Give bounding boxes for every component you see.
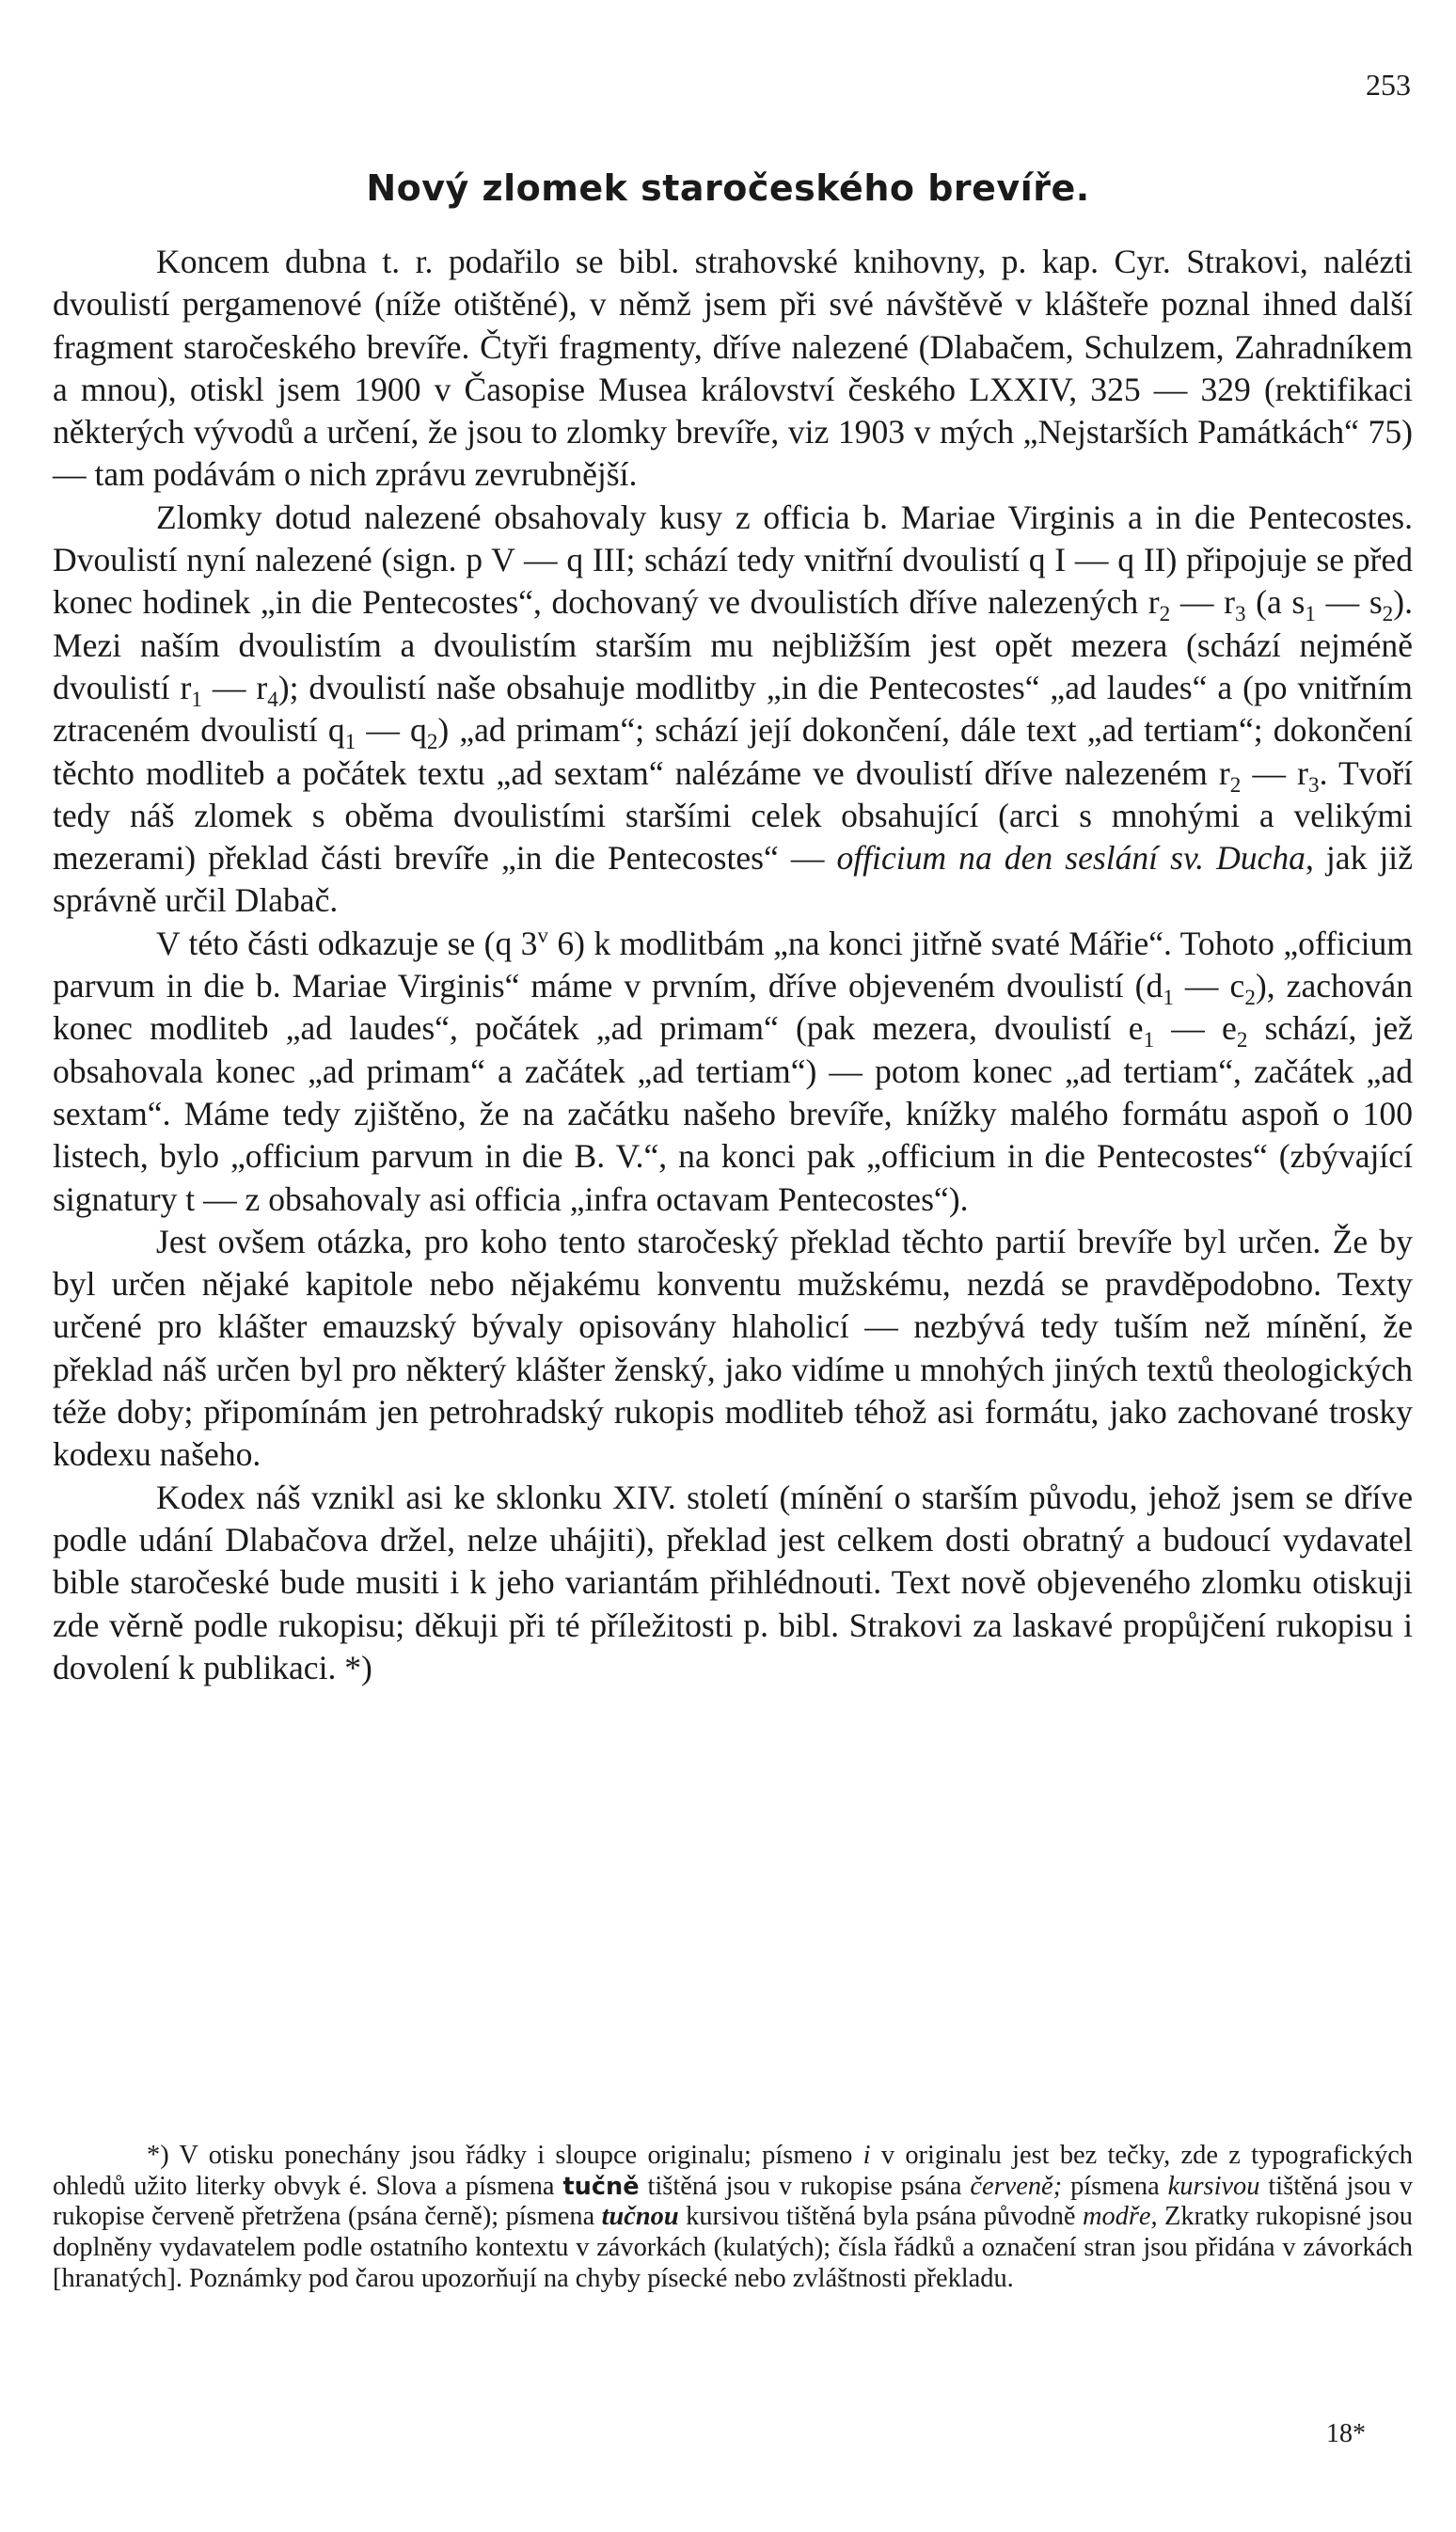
paragraph-5: Kodex náš vznikl asi ke sklonku XIV. století (mínění o starším původu, jehož jsem se dříve podle udání Dlabačova držel, nelze uhájiti), překlad jest celkem dosti obratný a budoucí vydavatel bible staročeské bude musiti i k jeho variantám přihlédnouti. Text nově objeveného zlomku otiskuji zde věrně podle rukopisu; děkuji při té příležitosti p. bibl. Strakovi za laskavé propůjčení rukopisu i dovolení k publikaci. *) (53, 1478, 1413, 1686)
page-title: Nový zlomek staročeského brevíře. (366, 167, 1090, 209)
italic-phrase: officium na den seslání sv. Ducha (836, 839, 1306, 878)
paragraph-1: Koncem dubna t. r. podařilo se bibl. strahovské knihovny, p. kap. Cyr. Strakovi, nalézti dvoulistí pergamenové (níže otištěné), v němž jsem při své návštěvě v klášteře poznal ihned další fragment staročeského brevíře. Čtyři fragmenty, dříve nalezené (Dlabačem, Schulzem, Zahradníkem a mnou), otiskl jsem 1900 v Časopise Musea království českého LXXIV, 325 — 329 (rektifikaci některých vývodů a určení, že jsou to zlomky brevíře, viz 1903 v mých „Nejstarších Památkách“ 75) — tam podávám o nich zprávu zevrubnější. (53, 243, 1413, 494)
paragraph-2: Zlomky dotud nalezené obsahovaly kusy z officia b. Mariae Virginis a in die Pentecostes. Dvoulistí nyní nalezené (sign. p V — q III; schází tedy vnitřní dvoulistí q I — q II) připojuje se před konec hodinek „in die Pentecostes“, dochovaný ve dvoulistích dříve nalezených $r_2$ — $r_3$ (a $s_1$ — $s_2$). Mezi naším dvoulistím a dvoulistím starším mu nejbližším jest opět mezera (schází nejméně dvoulistí $r_1$ — $r_4$); dvoulistí naše obsahuje modlitby „in die Pentecostes“ „ad laudes“ a (po vnitřním ztraceném dvoulistí $q_1$ — $q_2$) „ad primam“; schází její dokončení, dále text „ad tertiam“; dokončení těchto modliteb a počátek textu „ad sextam“ nalézáme ve dvoulistí dříve nalezeném $r_2$ — $r_3$. Tvoří tedy náš zlomek s oběma dvoulistími staršími celek obsahující (arci s mnohými a velikými mezerami) překlad části brevíře „in die Pentecostes“ — officium na den seslání sv. Ducha, jak již správně určil Dlabač. (53, 498, 1413, 920)
signature-mark: 18* (1326, 2419, 1366, 2448)
paragraph-3: V této části odkazuje se (q 3$^v$ 6) k modlitbám „na konci jitřně svaté Mářie“. Tohoto „officium parvum in die b. Mariae Virginis“ máme v prvním, dříve objeveném dvoulistí ($d_1$ — $c_2$), zachován konec modliteb „ad laudes“, počátek „ad primam“ (pak mezera, dvoulistí $e_1$ — $e_2$ schází, jež obsahovala konec „ad primam“ a začátek „ad tertiam“) — potom konec „ad tertiam“, začátek „ad sextam“. Máme tedy zjištěno, že na začátku našeho brevíře, knížky malého formátu aspoň o 100 listech, bylo „officium parvum in die B. V.“, na konci pak „officium in die Pentecostes“ (zbývající signatury t — z obsahovaly asi officia „infra octavam Pentecostes“). (53, 923, 1413, 1218)
page-number: 253 (1366, 68, 1411, 102)
article-body (53, 241, 1413, 1689)
footnote: *) V otisku ponechány jsou řádky i sloupce originalu; písmeno i v originalu jest bez tečky, zde z typografických ohledů užito literky obvyk é. Slova a písmena tučně tištěná jsou v rukopise psána červeně; písmena kursivou tištěná jsou v rukopise červeně přetržena (psána černě); písmena tučnou kursivou tištěná byla psána původně modře, Zkratky rukopisné jsou doplněny vydavatelem podle ostatního kontextu v závorkách (kulatých); čísla řádků a označení stran jsou přidána v závorkách [hranatých]. Poznámky pod čarou upozorňují na chyby písecké nebo zvláštnosti překladu. (53, 2141, 1414, 2293)
paragraph-4: Jest ovšem otázka, pro koho tento staročeský překlad těchto partií brevíře byl určen. Že by byl určen nějaké kapitole nebo nějakému konventu mužskému, nezdá se pravděpodobno. Texty určené pro klášter emauzský bývaly opisovány hlaholicí — nezbývá tedy tuším než mínění, že překlad náš určen byl pro některý klášter ženský, jako vidíme u mnohých jiných textů theologických téže doby; připomínám jen petrohradský rukopis modliteb téhož asi formátu, jako zachované trosky kodexu našeho. (53, 1222, 1413, 1474)
